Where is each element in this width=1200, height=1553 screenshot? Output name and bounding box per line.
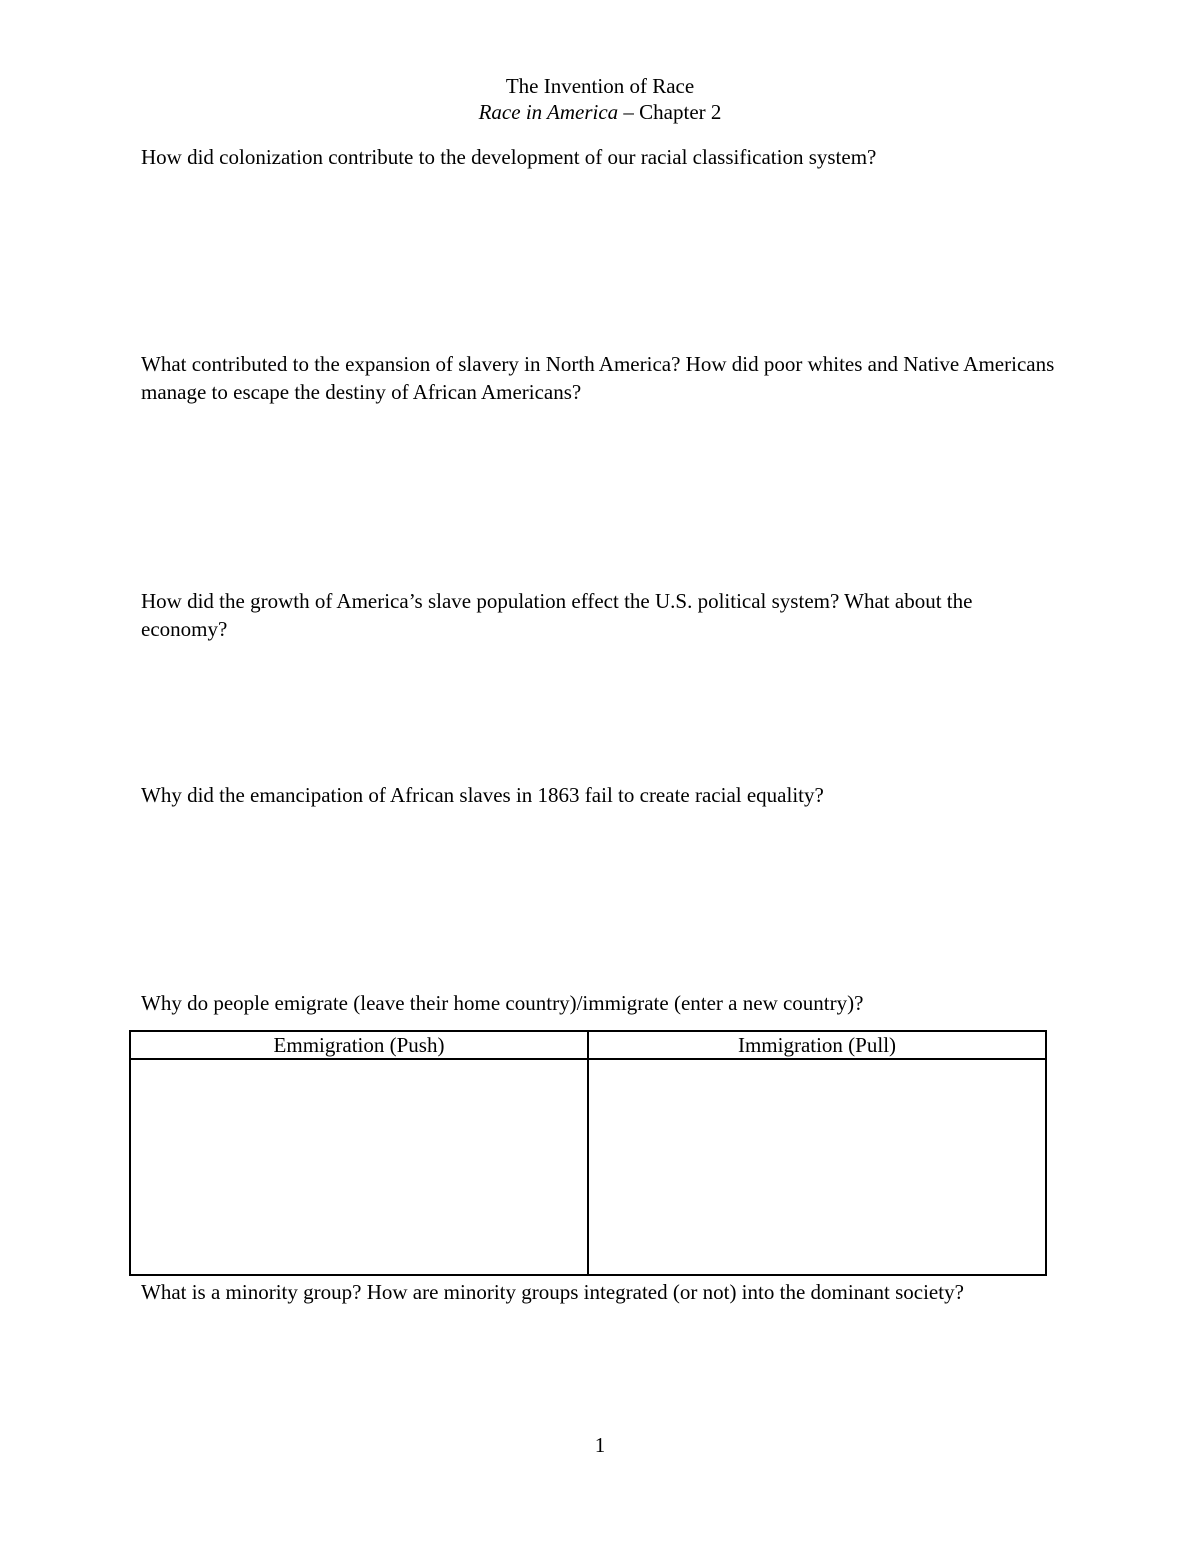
chapter-label: – Chapter 2 <box>618 100 722 124</box>
question-emancipation: Why did the emancipation of African slaves in 1863 fail to create racial equality? <box>141 783 824 807</box>
push-pull-table <box>129 1030 1047 1276</box>
page-number: 1 <box>594 1433 606 1457</box>
pull-answer-cell[interactable] <box>588 1059 1046 1275</box>
question-emigration: Why do people emigrate (leave their home country)/immigrate (enter a new country)? <box>141 991 864 1015</box>
table-header-row <box>130 1031 1046 1059</box>
worksheet-title: The Invention of Race <box>505 74 695 98</box>
book-title: Race in America <box>478 100 619 124</box>
question-slave-population: How did the growth of America’s slave population effect the U.S. political system? What about the economy? <box>141 589 973 641</box>
table-header-push: Emmigration (Push) <box>130 1031 588 1059</box>
push-answer-cell[interactable] <box>130 1059 588 1275</box>
table-header-pull: Immigration (Pull) <box>588 1031 1046 1059</box>
question-minority-group: What is a minority group? How are minority groups integrated (or not) into the dominant society? <box>141 1280 964 1304</box>
table-row <box>130 1059 1046 1275</box>
question-colonization: How did colonization contribute to the development of our racial classification system? <box>141 145 877 169</box>
question-slavery-expansion: What contributed to the expansion of slavery in North America? How did poor whites and Native Americans manage to escape the destiny of African Americans? <box>141 352 1055 404</box>
worksheet-subtitle <box>0 98 1200 126</box>
